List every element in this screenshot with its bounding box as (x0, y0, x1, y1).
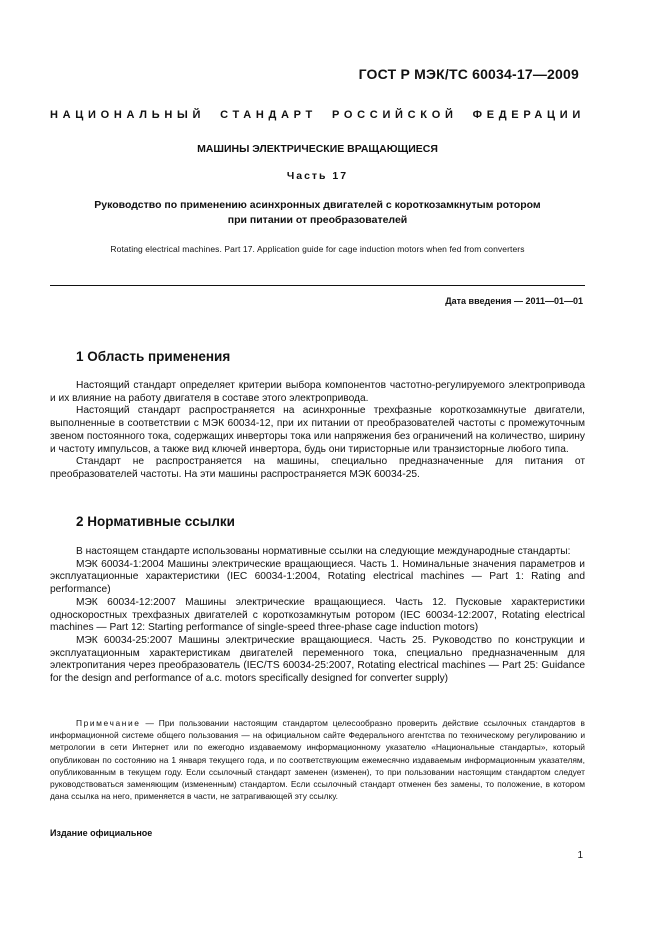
introduction-date: Дата введения — 2011—01—01 (445, 296, 583, 306)
paragraph: Настоящий стандарт распространяется на асинхронные трехфазные короткозамкнутые двигатели, выполненные в соответствии с МЭК 60034-12, при их питании от преобразователей частоты с промежуточным звеном постоянного тока, содержащих инверторы тока или напряжения без ограничений на количество, ширину и частоту импульсов, а также вид ключей инвертора, будь они тиристорные или транзисторные любого типа. (50, 405, 585, 455)
section-body-references (50, 546, 585, 686)
note-text: — При пользовании настоящим стандартом целесообразно проверить действие ссылочных стандартов в информационной системе общего пользования — на официальном сайте Федерального агентства по техническому регулированию и метрологии в сети Интернет или по ежегодно издаваемому информационному указателю «Национальные стандарты», который опубликован по состоянию на 1 января текущего года, и по соответствующим ежемесячно издаваемым информационным указателям, опубликованным в текущем году. Если ссылочный стандарт заменен (изменен), то при пользовании настоящим стандартом следует руководствоваться заменяющим (измененным) стандартом. Если ссылочный стандарт отменен без замены, то положение, в котором дана ссылка на него, применяется в части, не затрагивающей эту ссылку. (50, 718, 585, 802)
document-code: ГОСТ Р МЭК/ТС 60034-17—2009 (358, 66, 579, 82)
document-part: Часть 17 (286, 170, 349, 182)
reference-item: МЭК 60034-1:2004 Машины электрические вращающиеся. Часть 1. Номинальные значения параметров и эксплуатационные характеристики (IEC 60034-1:2004, Rotating electrical machines — Part 1: Rating and performance) (50, 558, 585, 596)
subtitle-line: при питании от преобразователей (227, 214, 408, 226)
banner-word: ФЕДЕРАЦИИ (472, 109, 585, 121)
document-title: МАШИНЫ ЭЛЕКТРИЧЕСКИЕ ВРАЩАЮЩИЕСЯ (197, 143, 438, 155)
banner-word: НАЦИОНАЛЬНЫЙ (50, 109, 206, 121)
reference-item: МЭК 60034-12:2007 Машины электрические вращающиеся. Часть 12. Пусковые характеристики односкоростных трехфазных двигателей с короткозамкнутым ротором (IEC 60034-12:2007, Rotating electrical machines — Part 12: Starting performance of single-speed three-phase cage induction motors) (50, 596, 585, 634)
note-label: Примечание (76, 718, 141, 728)
paragraph: Стандарт не распространяется на машины, специально предназначенные для питания от преобразователей частоты. На эти машины распространяется МЭК 60034-25. (50, 456, 585, 480)
english-title: Rotating electrical machines. Part 17. Application guide for cage induction motors when fed from converters (110, 244, 525, 254)
section-body-scope (50, 380, 585, 482)
note (50, 717, 585, 802)
reference-item: МЭК 60034-25:2007 Машины электрические вращающиеся. Часть 25. Руководство по конструкции и эксплуатационным характеристикам двигателей переменного тока, специально предназначенным для электропитания через преобразователь (IEC/TS 60034-25:2007, Rotating electrical machines — Part 25: Guidance for the design and performance of a.c. motors specifically designed for converter supply) (50, 634, 585, 685)
banner-word: СТАНДАРТ (220, 109, 317, 121)
national-standard-banner (50, 109, 585, 121)
official-edition-label: Издание официальное (50, 828, 153, 838)
page-number: 1 (577, 850, 583, 861)
document-subtitle (50, 198, 585, 228)
paragraph: В настоящем стандарте использованы нормативные ссылки на следующие международные стандарты: (76, 546, 571, 557)
section-heading-references: 2 Нормативные ссылки (76, 514, 235, 529)
section-heading-scope: 1 Область применения (76, 349, 231, 364)
banner-word: РОССИЙСКОЙ (332, 109, 458, 121)
subtitle-line: Руководство по применению асинхронных двигателей с короткозамкнутым ротором (94, 199, 541, 211)
paragraph: Настоящий стандарт определяет критерии выбора компонентов частотно-регулируемого электропривода и их влияние на работу двигателя в составе этого электропривода. (50, 380, 585, 404)
horizontal-rule (50, 285, 585, 286)
